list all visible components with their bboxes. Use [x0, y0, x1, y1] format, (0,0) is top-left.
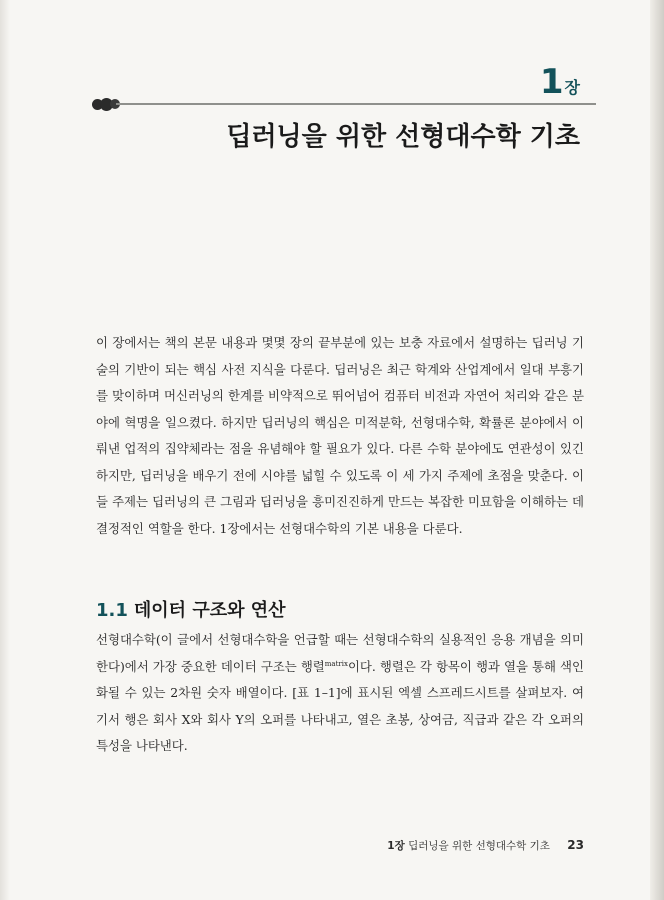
body-text-start: 선형대수학(이 글에서 선형대수학을 언급할 때는 선형대수학의 실용적인 응용 개념을 의미한다)에서 가장 중요한 데이터 구조는 행렬 — [96, 632, 584, 674]
section-heading — [96, 596, 286, 622]
body-paragraph — [96, 627, 584, 760]
body-text-end: 이다. 행렬은 각 항목이 행과 열을 통해 색인화될 수 있는 2차원 숫자 배열이다. [표 1–1]에 표시된 엑셀 스프레드시트를 살펴보자. 여기서 행은 회사 X와 회사 Y의 오퍼를 나타내고, 열은 초봉, 상여금, 직급과 같은 각 오퍼의 특성을 나타낸다. — [96, 658, 584, 753]
section-number: 1.1 — [96, 600, 128, 621]
scan-edge-left — [0, 0, 10, 900]
term-superscript: matrix — [324, 659, 348, 668]
chapter-title: 딥러닝을 위한 선형대수학 기초 — [226, 122, 580, 152]
section-title: 데이터 구조와 연산 — [133, 600, 286, 621]
scan-edge-right — [650, 0, 664, 900]
chapter-rule-dots — [92, 97, 117, 111]
footer-chapter-title: 딥러닝을 위한 선형대수학 기초 — [408, 840, 550, 852]
chapter-number-digit: 1 — [539, 62, 563, 102]
chapter-rule — [116, 103, 596, 105]
footer-chapter-label: 1장 — [387, 840, 405, 852]
page-footer — [387, 838, 584, 853]
page-number: 23 — [567, 838, 584, 852]
chapter-number — [540, 62, 580, 102]
intro-paragraph: 이 장에서는 책의 본문 내용과 몇몇 장의 끝부분에 있는 보충 자료에서 설명하는 딥러닝 기술의 기반이 되는 핵심 사전 지식을 다룬다. 딥러닝은 최근 학계와 산업계에서 일대 부흥기를 맞이하며 머신러닝의 한계를 비약적으로 뛰어넘어 컴퓨터 비전과 자연어 처리와 같은 분야에 혁명을 일으켰다. 하지만 딥러닝의 핵심은 미적분학, 선형대수학, 확률론 분야에서 이뤄낸 업적의 집약체라는 점을 유념해야 할 필요가 있다. 다른 수학 분야에도 연관성이 있긴 하지만, 딥러닝을 배우기 전에 시야를 넓힐 수 있도록 이 세 가지 주제에 초점을 맞춘다. 이들 주제는 딥러닝의 큰 그림과 딥러닝을 흥미진진하게 만드는 복잡한 미묘함을 이해하는 데 결정적인 역할을 한다. 1장에서는 선형대수학의 기본 내용을 다룬다. — [96, 335, 584, 536]
chapter-number-suffix: 장 — [564, 78, 580, 97]
